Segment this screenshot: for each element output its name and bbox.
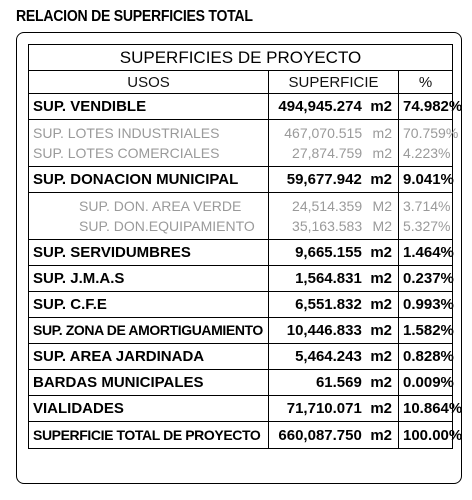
subrow-percent: 4.223% — [403, 145, 451, 161]
row-label: SUP. VENDIBLE — [29, 94, 269, 120]
table-row — [29, 370, 453, 396]
row-label: SUP. C.F.E — [29, 292, 269, 318]
row-label — [29, 318, 269, 344]
row-unit: m2 — [370, 426, 392, 444]
subrow-percents — [399, 193, 453, 240]
row-value-number: 6,551.832 — [295, 296, 362, 313]
row-value — [269, 422, 399, 449]
row-value — [269, 396, 399, 422]
row-value-number: 61.569 — [315, 374, 362, 391]
row-value-number: 494,945.274 — [278, 98, 362, 115]
subrow-percent: 3.714% — [403, 198, 451, 214]
row-value — [269, 318, 399, 344]
row-unit: m2 — [370, 270, 392, 287]
page-title: RELACION DE SUPERFICIES TOTAL — [16, 8, 253, 25]
row-label-text: SUPERFICIE TOTAL DE PROYECTO — [33, 426, 261, 443]
table-subrow — [29, 120, 453, 167]
row-label: SUP. SERVIDUMBRES — [29, 240, 269, 266]
subrow-label: SUP. LOTES INDUSTRIALES — [33, 125, 220, 141]
table-row — [29, 292, 453, 318]
table-row — [29, 266, 453, 292]
table-row — [29, 318, 453, 344]
subrow-value-number: 467,070.515 — [284, 125, 363, 141]
row-unit: m2 — [370, 348, 392, 365]
subrow-label: SUP. DON.EQUIPAMIENTO — [79, 218, 255, 234]
row-value-number: 10,446.833 — [286, 322, 362, 339]
subrow-label: SUP. LOTES COMERCIALES — [33, 145, 220, 161]
subrow-value — [273, 196, 392, 216]
row-unit: m2 — [370, 322, 392, 339]
table-row — [29, 396, 453, 422]
row-value-number: 9,665.155 — [295, 244, 362, 261]
subrow-labels — [29, 120, 269, 167]
header-usos: USOS — [29, 71, 269, 94]
subrow-values — [269, 120, 399, 167]
subrow-percent: 70.759% — [403, 125, 459, 141]
row-value-number: 71,710.071 — [286, 400, 362, 417]
row-unit: m2 — [370, 374, 392, 391]
subrow-percents — [399, 120, 459, 167]
row-label: VIALIDADES — [29, 396, 269, 422]
row-unit: m2 — [370, 171, 392, 188]
row-percent: 74.982% — [399, 94, 453, 120]
row-value — [269, 240, 399, 266]
row-unit: m2 — [370, 244, 392, 261]
row-percent: 10.864% — [399, 396, 453, 422]
row-value — [269, 292, 399, 318]
surfaces-table — [28, 44, 463, 449]
row-value — [269, 344, 399, 370]
subrow-value — [273, 216, 392, 236]
row-value — [269, 370, 399, 396]
row-percent: 0.993% — [399, 292, 453, 318]
row-label — [29, 422, 269, 449]
table-subrow — [29, 193, 453, 240]
subrow-value-number: 24,514.359 — [292, 198, 363, 214]
subrow-unit: m2 — [372, 125, 392, 141]
subrow-value — [273, 143, 392, 163]
row-percent: 100.00% — [399, 422, 453, 449]
subrow-percent: 5.327% — [403, 218, 451, 234]
row-value-number: 5,464.243 — [295, 348, 362, 365]
row-label-text: SUP. ZONA DE AMORTIGUAMIENTO — [33, 322, 263, 338]
table-total-row — [29, 422, 453, 449]
row-unit: m2 — [370, 98, 392, 115]
row-percent: 0.009% — [399, 370, 453, 396]
subrow-unit: M2 — [372, 218, 392, 234]
row-value-number: 660,087.750 — [278, 426, 362, 444]
row-label: SUP. DONACION MUNICIPAL — [29, 167, 269, 193]
header-percent: % — [399, 71, 453, 94]
row-percent: 9.041% — [399, 167, 453, 193]
table-title: SUPERFICIES DE PROYECTO — [29, 45, 453, 71]
table-row — [29, 94, 453, 120]
subrow-value — [273, 123, 392, 143]
header-superficie: SUPERFICIE — [269, 71, 399, 94]
subrow-unit: M2 — [372, 198, 392, 214]
row-value-number: 59,677.942 — [286, 171, 362, 188]
row-label: BARDAS MUNICIPALES — [29, 370, 269, 396]
row-value-number: 1,564.831 — [295, 270, 362, 287]
row-percent: 0.828% — [399, 344, 453, 370]
row-percent: 1.464% — [399, 240, 453, 266]
row-unit: m2 — [370, 296, 392, 313]
row-value — [269, 167, 399, 193]
subrow-labels — [29, 193, 269, 240]
subrow-value-number: 35,163.583 — [292, 218, 363, 234]
subrow-value-number: 27,874.759 — [292, 145, 363, 161]
row-percent: 1.582% — [399, 318, 453, 344]
row-value — [269, 94, 399, 120]
table-row — [29, 167, 453, 193]
subrow-unit: m2 — [372, 145, 392, 161]
subrow-label: SUP. DON. AREA VERDE — [79, 198, 242, 214]
table-row — [29, 344, 453, 370]
subrow-values — [269, 193, 399, 240]
row-unit: m2 — [370, 400, 392, 417]
row-label: SUP. J.M.A.S — [29, 266, 269, 292]
row-percent: 0.237% — [399, 266, 453, 292]
table-row — [29, 240, 453, 266]
row-label: SUP. AREA JARDINADA — [29, 344, 269, 370]
row-value — [269, 266, 399, 292]
